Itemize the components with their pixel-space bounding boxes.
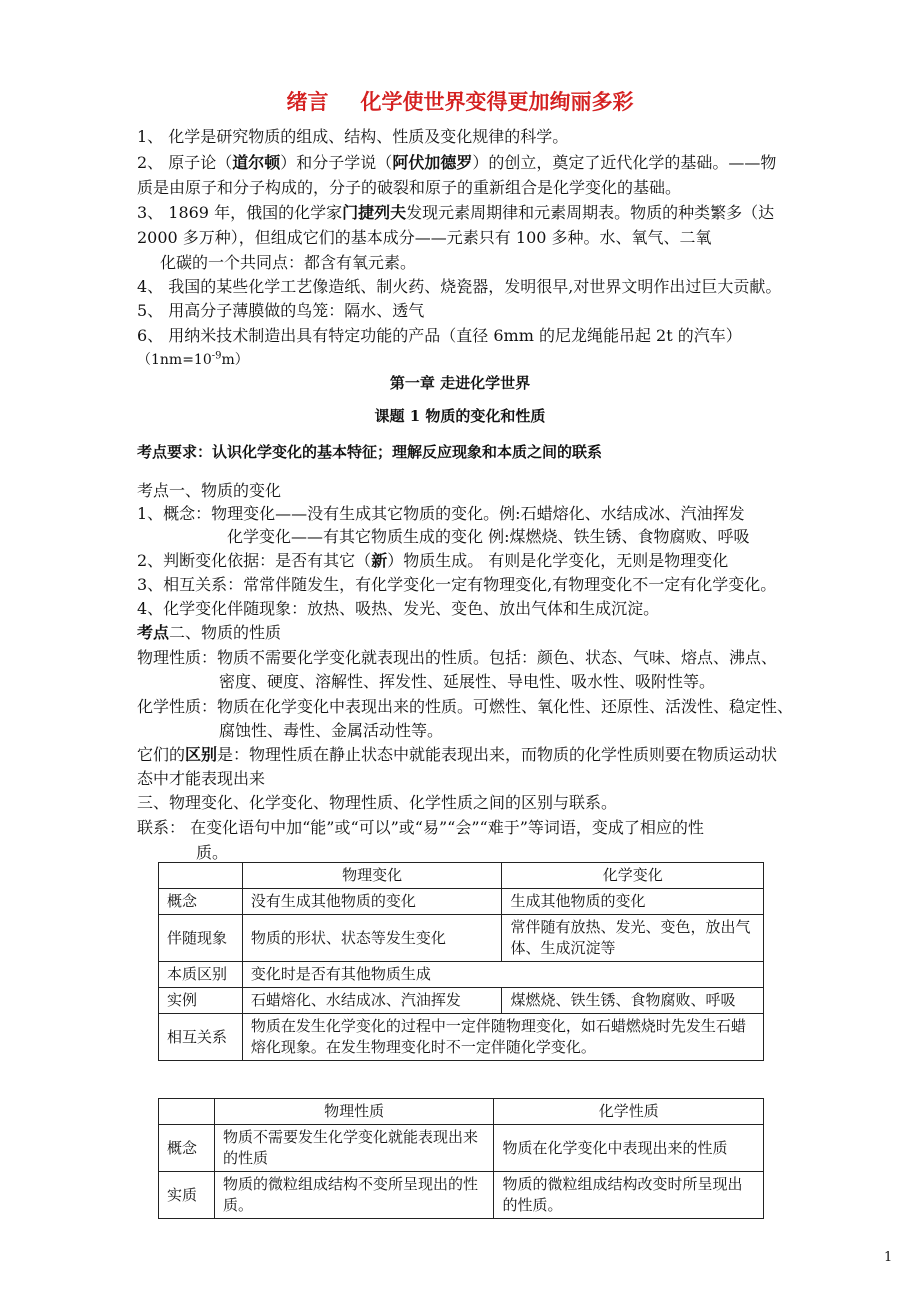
table-cell: 常伴随有放热、发光、变色，放出气体、生成沉淀等	[502, 915, 764, 962]
property-comparison-table	[158, 1098, 764, 1219]
section3-heading: 三、物理变化、化学变化、物理性质、化学性质之间的区别与联系。	[137, 793, 618, 812]
mutual-relation: 3、相互关系：常常伴随发生，有化学变化一定有物理变化,有物理变化不一定有化学变化。	[137, 575, 777, 594]
page-title: 绪言 化学使世界变得更加绚丽多彩	[286, 90, 634, 114]
column-header: 化学性质	[494, 1099, 764, 1125]
table-cell: 变化时是否有其他物质生成	[242, 962, 763, 988]
table-cell: 石蜡熔化、水结成冰、汽油挥发	[242, 988, 502, 1014]
table-cell: 煤燃烧、铁生锈、食物腐败、呼吸	[502, 988, 764, 1014]
physical-property-cont: 密度、硬度、溶解性、挥发性、延展性、导电性、吸水性、吸附性等。	[219, 672, 716, 691]
chemical-property: 化学性质：物质在化学变化中表现出来的性质。可燃性、氧化性、还原性、活泼性、稳定性、	[137, 697, 794, 716]
link-note: 联系： 在变化语句中加“能”或“可以”或“易”“会”“难于”等词语，变成了相应的性	[137, 818, 704, 837]
lesson-title: 课题 1 物质的变化和性质	[374, 407, 546, 425]
table-cell: 物质的微粒组成结构改变时所呈现出的性质。	[494, 1172, 764, 1219]
difference: 它们的区别是：物理性质在静止状态中就能表现出来，而物质的化学性质则要在物质运动状	[137, 745, 778, 764]
row-header: 实例	[159, 988, 243, 1014]
intro-item-3-cont: 2000 多万种），但组成它们的基本成分——元素只有 100 多种。水、氧气、二氧	[137, 228, 712, 247]
table-cell: 物质在化学变化中表现出来的性质	[494, 1125, 764, 1172]
intro-item-6-unit: $(1nm=10^{-9}m)$	[137, 350, 249, 368]
table-cell: 物质的形状、状态等发生变化	[242, 915, 502, 962]
table-row	[159, 1099, 764, 1125]
table-row	[159, 863, 764, 889]
table-row	[159, 988, 764, 1014]
intro-item-6: 6、 用纳米技术制造出具有特定功能的产品（直径 6mm 的尼龙绳能吊起 2t 的汽车）	[137, 326, 742, 345]
table-row	[159, 889, 764, 915]
table-cell: 物质在发生化学变化的过程中一定伴随物理变化，如石蜡燃烧时先发生石蜡熔化现象。在发生物理变化时不一定伴随化学变化。	[242, 1014, 763, 1061]
intro-item-4: 4、 我国的某些化学工艺像造纸、制火药、烧瓷器，发明很早,对世界文明作出过巨大贡献。	[137, 277, 782, 296]
table-row	[159, 915, 764, 962]
chapter-title: 第一章 走进化学世界	[389, 374, 531, 392]
column-header: 物理变化	[242, 863, 502, 889]
table-row	[159, 1125, 764, 1172]
link-note-cont: 质。	[196, 843, 229, 862]
row-header: 概念	[159, 889, 243, 915]
row-header: 伴随现象	[159, 915, 243, 962]
row-header: 实质	[159, 1172, 215, 1219]
row-header: 本质区别	[159, 962, 243, 988]
chemical-property-cont: 腐蚀性、毒性、金属活动性等。	[219, 721, 444, 740]
physical-property: 物理性质：物质不需要化学变化就表现出的性质。包括：颜色、状态、气味、熔点、沸点、	[137, 648, 778, 667]
intro-item-3-cont2: 化碳的一个共同点：都含有氧元素。	[160, 253, 417, 272]
intro-item-2-cont: 质是由原子和分子构成的，分子的破裂和原子的重新组合是化学变化的基础。	[137, 178, 682, 197]
table-cell: 物质不需要发生化学变化就能表现出来的性质	[214, 1125, 494, 1172]
intro-item-5: 5、 用高分子薄膜做的鸟笼：隔水、透气	[137, 301, 425, 320]
table-cell: 物质的微粒组成结构不变所呈现出的性质。	[214, 1172, 494, 1219]
table-row	[159, 1014, 764, 1061]
difference-cont: 态中才能表现出来	[137, 769, 266, 788]
table-cell: 没有生成其他物质的变化	[242, 889, 502, 915]
row-header: 相互关系	[159, 1014, 243, 1061]
concept-physical: 1、概念：物理变化——没有生成其它物质的变化。例:石蜡熔化、水结成冰、汽油挥发	[137, 504, 745, 523]
row-header: 概念	[159, 1125, 215, 1172]
column-header: 物理性质	[214, 1099, 494, 1125]
exam-requirement: 考点要求：认识化学变化的基本特征；理解反应现象和本质之间的联系	[137, 443, 603, 461]
accompanying-phenomena: 4、化学变化伴随现象：放热、吸热、发光、变色、放出气体和生成沉淀。	[137, 599, 660, 618]
change-comparison-table	[158, 862, 764, 1061]
table-cell: 生成其他物质的变化	[502, 889, 764, 915]
column-header: 化学变化	[502, 863, 764, 889]
table-row	[159, 1172, 764, 1219]
intro-item-2: 2、 原子论（道尔顿）和分子学说（阿伏加德罗）的创立，奠定了近代化学的基础。——物	[137, 153, 777, 172]
page-number: 1	[884, 1250, 893, 1265]
intro-item-3: 3、 1869 年，俄国的化学家门捷列夫发现元素周期律和元素周期表。物质的种类繁多（达	[137, 203, 775, 222]
intro-item-1: 1、 化学是研究物质的组成、结构、性质及变化规律的科学。	[137, 127, 569, 146]
table-row	[159, 962, 764, 988]
judgement-basis: 2、判断变化依据：是否有其它（新）物质生成。 有则是化学变化，无则是物理变化	[137, 551, 729, 570]
section1-heading: 考点一、物质的变化	[137, 481, 282, 500]
section2-heading: 考点二、物质的性质	[137, 623, 282, 642]
concept-chemical: 化学变化——有其它物质生成的变化 例:煤燃烧、铁生锈、食物腐败、呼吸	[227, 527, 750, 546]
